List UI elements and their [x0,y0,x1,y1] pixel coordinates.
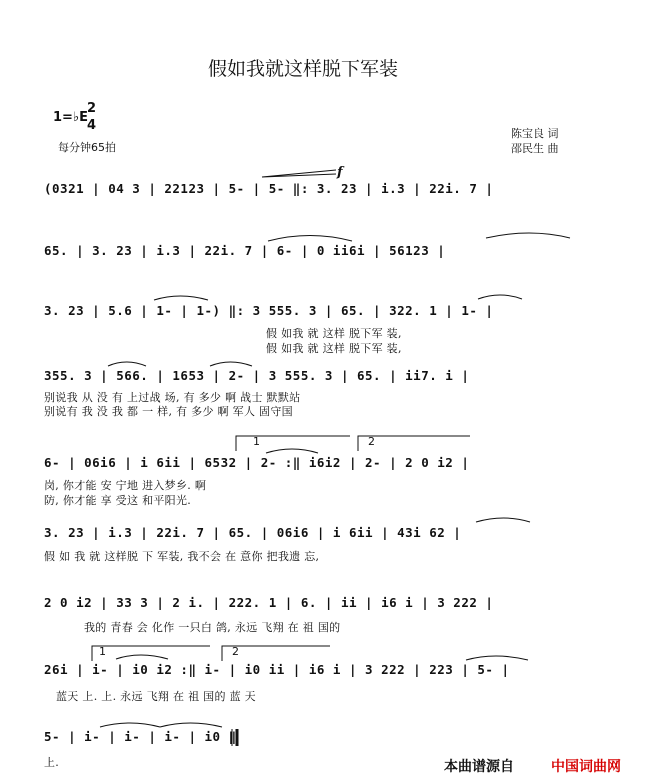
source-label: 本曲谱源自 [444,759,514,775]
slur-row9b [160,723,222,727]
lyricist-credit: 陈宝良 词 [511,127,559,140]
notation-row-7: 2 0 i2 | 33 3 | 2 i. | 222. 1 | 6. | ii | i6 i | 3 222 | [44,595,494,610]
dynamic-forte: f [337,165,343,180]
meter-top: 2 [87,101,97,116]
notation-row-3: 3. 23 | 5.6 | 1- | 1-) ‖: 3 555. 3 | 65. | 322. 1 | 1- | [44,303,494,318]
volta-2b-bracket [222,646,330,661]
composer-credit: 邵民生 曲 [511,142,559,155]
slur-row9a [100,723,160,727]
volta-2-label: 2 [368,435,375,448]
lyric-row-8: 蓝天 上. 上. 永远 飞翔 在 祖 国的 蓝 天 [56,690,256,703]
meter-bottom: 4 [87,118,97,133]
slur-row5 [266,449,318,453]
song-title: 假如我就这样脱下军装 [208,58,399,80]
volta-2-bracket [358,436,470,451]
notation-row-1: (0321 | 04 3 | 22123 | 5- | 5- ‖: 3. 23 | i.3 | 22i. 7 | [44,181,494,196]
slur-row1 [268,236,352,242]
slur-row2 [486,233,570,238]
brand-link[interactable]: 中国词曲网 [551,759,621,775]
slur-row3b [478,295,522,299]
slur-row4 [210,362,252,366]
notation-row-5: 6- | 06i6 | i 6ii | 6532 | 2- :‖ i6i2 | 2- | 2 0 i2 | [44,455,470,470]
lyric-row-5-verse-2: 防, 你才能 享 受这 和平阳光. [44,494,192,507]
lyric-row-4-verse-2: 别说有 我 没 我 都 一 样, 有 多少 啊 军人 固守国 [44,405,293,418]
lyric-row-3-verse-2: 假 如我 就 这样 脱下军 装, [266,342,402,355]
lyric-row-6: 假 如 我 就 这样脱 下 军装, 我不会 在 意你 把我遗 忘, [44,550,320,563]
key-signature: 1=♭E [53,110,88,125]
notation-row-8: 26i | i- | i0 i2 :‖ i- | i0 ii | i6 i | 3 222 | 223 | 5- | [44,662,510,677]
volta-2b-label: 2 [232,645,239,658]
slur-row4b [108,362,146,366]
volta-1b-label: 1 [99,645,106,658]
lyric-row-9: 上. [44,756,60,769]
lyric-row-3-verse-1: 假 如我 就 这样 脱下军 装, [266,327,402,340]
slur-row6 [476,518,530,522]
crescendo-mark [262,170,336,177]
slur-row8 [116,655,168,659]
slur-row3 [154,296,208,300]
notation-row-4: 355. 3 | 566. | 1653 | 2- | 3 555. 3 | 65. | ii7. i | [44,368,470,383]
notation-row-9: 5- | i- | i- | i- | i0 ‖ [44,729,237,744]
tempo-marking: 每分钟65拍 [58,141,116,154]
lyric-row-5-verse-1: 岗, 你才能 安 宁地 进入梦乡. 啊 [44,479,207,492]
notation-row-6: 3. 23 | i.3 | 22i. 7 | 65. | 06i6 | i 6ii | 43i 62 | [44,525,462,540]
lyric-row-7: 我的 青春 会 化作 一只白 鸽, 永远 飞翔 在 祖 国的 [84,621,341,634]
volta-1-label: 1 [253,435,260,448]
notation-row-2: 65. | 3. 23 | i.3 | 22i. 7 | 6- | 0 ii6i | 56123 | [44,243,446,258]
slur-row8b [466,656,528,660]
volta-1b-bracket [92,646,210,661]
lyric-row-4-verse-1: 别说我 从 没 有 上过战 场, 有 多少 啊 战士 默默站 [44,391,301,404]
